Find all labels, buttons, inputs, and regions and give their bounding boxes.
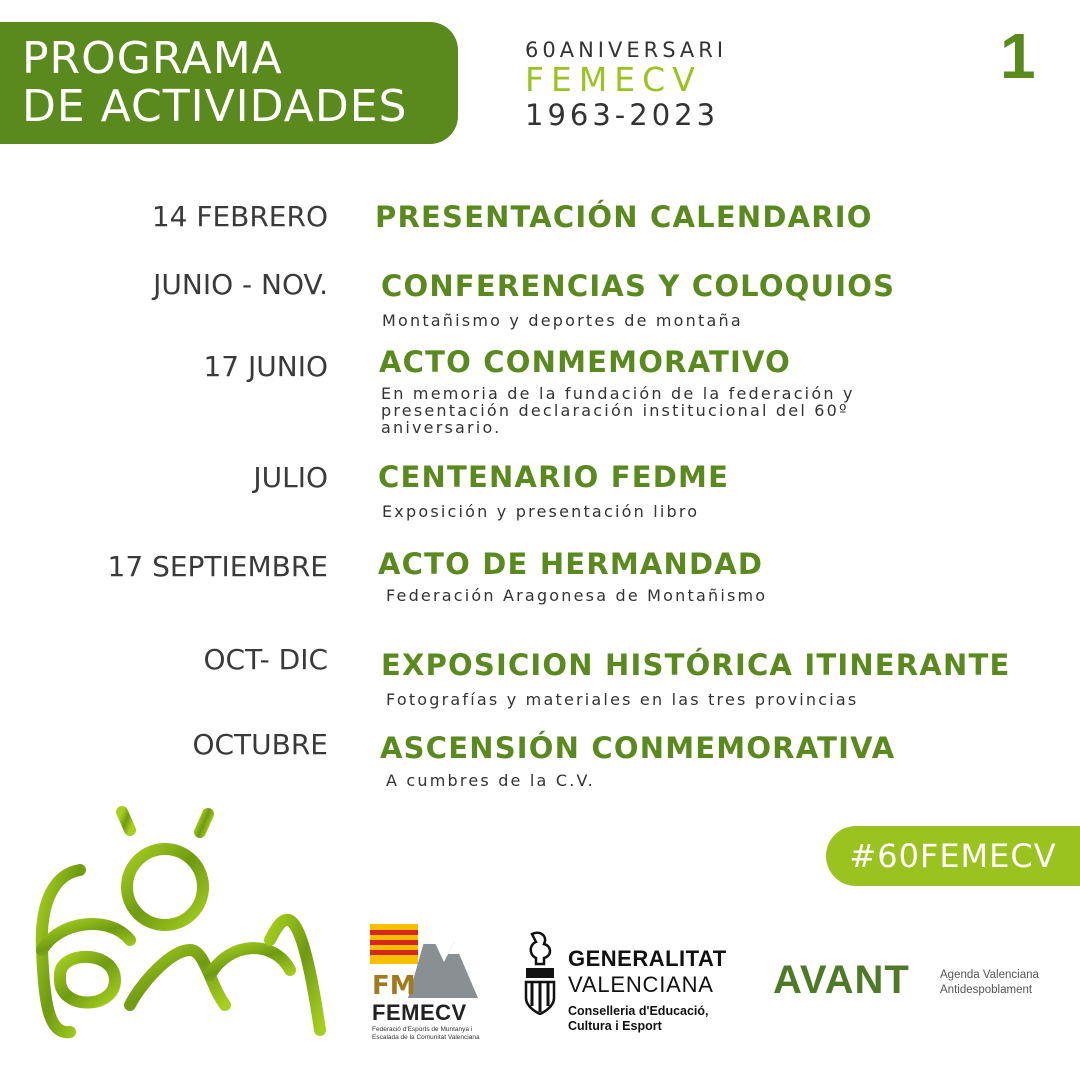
- generalitat-crest-icon: [522, 930, 558, 1015]
- activity-date: JULIO: [253, 461, 328, 494]
- activity-description-line-3: aniversario.: [381, 418, 502, 437]
- generalitat-line-2: VALENCIANA: [568, 972, 714, 997]
- anniversary-years: 1963-2023: [525, 98, 720, 132]
- femecv-subtitle: [372, 1026, 480, 1042]
- title-line-2: DE ACTIVIDADES: [22, 81, 408, 132]
- avant-subtitle-line-2: Antidespoblament: [940, 984, 1033, 996]
- activity-date: OCTUBRE: [192, 728, 328, 761]
- activity-description: Federación Aragonesa de Montañismo: [386, 586, 768, 605]
- hashtag-badge: #60FEMECV: [826, 826, 1080, 886]
- activity-description: A cumbres de la C.V.: [386, 771, 595, 790]
- activity-title: ACTO CONMEMORATIVO: [379, 345, 791, 379]
- activity-title: CONFERENCIAS Y COLOQUIOS: [381, 269, 896, 303]
- activity-description-line-2: presentación declaración institucional del 60º: [381, 401, 849, 420]
- activity-title: CENTENARIO FEDME: [378, 460, 730, 494]
- activity-description: Exposición y presentación libro: [382, 502, 700, 521]
- conselleria-label: [568, 1004, 709, 1034]
- avant-subtitle-line-1: Agenda Valenciana: [940, 969, 1039, 981]
- conselleria-line-1: Conselleria d'Educació,: [568, 1004, 709, 1018]
- activity-date: 17 JUNIO: [203, 350, 328, 383]
- title-banner: [0, 22, 458, 144]
- anniversary-brand: FEMECV: [525, 60, 702, 99]
- activity-title: PRESENTACIÓN CALENDARIO: [375, 200, 873, 234]
- svg-text:FM: FM: [372, 971, 416, 1001]
- title-line-1: PROGRAMA: [22, 33, 283, 84]
- activity-title: ASCENSIÓN CONMEMORATIVA: [380, 731, 896, 765]
- avant-subtitle: [940, 968, 1039, 998]
- activity-date: JUNIO - NOV.: [153, 268, 328, 301]
- activity-description: Fotografías y materiales en las tres provincias: [386, 690, 859, 709]
- conselleria-line-2: Cultura i Esport: [568, 1019, 662, 1033]
- activity-description-line-1: En memoria de la fundación de la federación y: [381, 384, 855, 403]
- activity-title: EXPOSICION HISTÓRICA ITINERANTE: [381, 648, 1011, 682]
- generalitat-line-1: GENERALITAT: [568, 946, 727, 971]
- anniversary-label: 60ANIVERSARI: [525, 38, 728, 62]
- activity-date: 17 SEPTIEMBRE: [107, 550, 328, 583]
- activity-date: OCT- DIC: [203, 643, 328, 676]
- avant-logo: AVANT: [773, 958, 910, 1002]
- activity-title: ACTO DE HERMANDAD: [378, 547, 764, 581]
- femecv-subtitle-line-2: Escalada de la Comunitat Valenciana: [372, 1034, 480, 1041]
- femecv-subtitle-line-1: Federació d'Esports de Muntanya i: [372, 1026, 473, 1033]
- anniversary-60-logo: [20, 800, 350, 1055]
- page-number: 1: [1000, 20, 1036, 92]
- femecv-name: FEMECV: [372, 1000, 467, 1025]
- activity-description: Montañismo y deportes de montaña: [382, 311, 743, 330]
- activity-date: 14 FEBRERO: [151, 200, 328, 233]
